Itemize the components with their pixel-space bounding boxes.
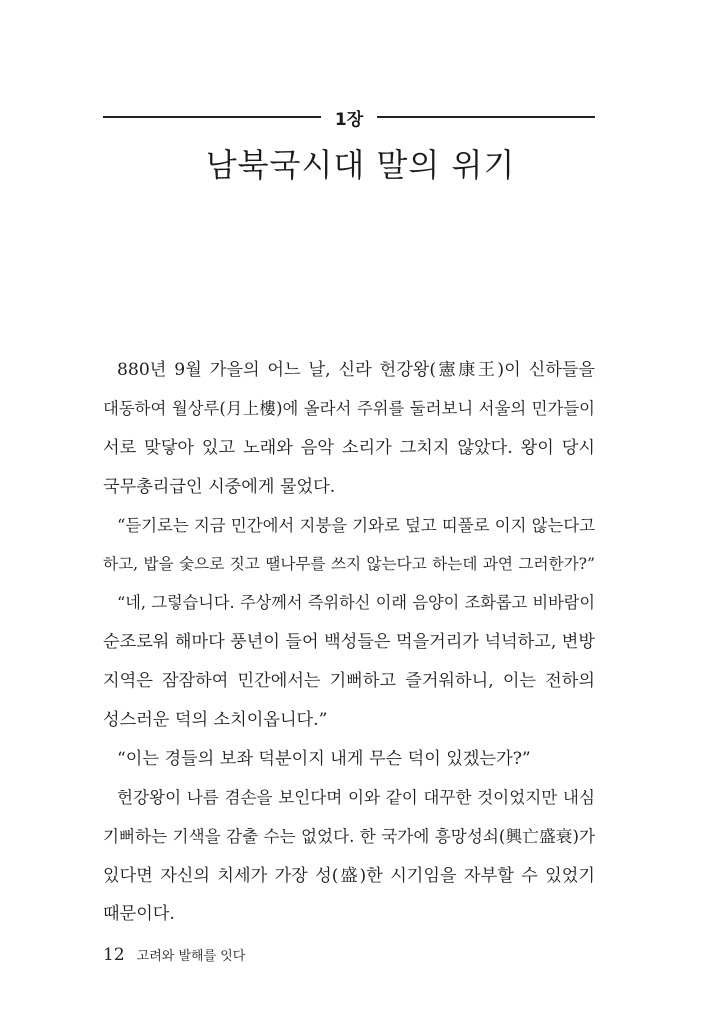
body-line: 하고, 밥을 숯으로 짓고 땔나무를 쓰지 않는다고 하는데 과연 그러한가?” — [103, 555, 595, 574]
body-line: 있다면 자신의 치세가 가장 성(盛)한 시기임을 자부할 수 있었기 — [103, 865, 595, 886]
body-line: 기뻐하는 기색을 감출 수는 없었다. 한 국가에 흥망성쇠(興亡盛衰)가 — [103, 826, 595, 846]
page-footer — [103, 945, 245, 965]
body-line: 성스러운 덕의 소치이옵니다.” — [103, 710, 328, 731]
body-line: 대동하여 월상루(月上樓)에 올라서 주위를 둘러보니 서울의 민가들이 — [103, 398, 595, 418]
body-line: 서로 맞닿아 있고 노래와 음악 소리가 그치지 않았다. 왕이 당시 — [103, 437, 595, 458]
body-line: 880년 9월 가을의 어느 날, 신라 헌강왕(憲康王)이 신하들을 — [117, 360, 595, 380]
page-number: 12 — [103, 945, 125, 965]
chapter-title: 남북국시대 말의 위기 — [205, 146, 516, 184]
body-line: “이는 경들의 보좌 덕분이지 내게 무슨 덕이 있겠는가?” — [117, 748, 531, 769]
body-line: 순조로워 해마다 풍년이 들어 백성들은 먹을거리가 넉넉하고, 변방 — [103, 632, 595, 653]
chapter-rule-right — [377, 116, 595, 118]
chapter-label: 1장 — [334, 109, 364, 130]
body-line: 때문이다. — [103, 904, 175, 925]
chapter-rule-left — [103, 116, 321, 118]
body-line: 헌강왕이 나름 겸손을 보인다며 이와 같이 대꾸한 것이었지만 내심 — [117, 787, 595, 807]
body-text — [103, 351, 595, 934]
running-title: 고려와 발해를 잇다 — [136, 949, 246, 964]
body-line: 지역은 잠잠하여 민간에서는 기뻐하고 즐거워하니, 이는 전하의 — [103, 671, 595, 692]
body-line: 국무총리급인 시중에게 물었다. — [103, 476, 336, 497]
chapter-header — [103, 104, 595, 130]
body-line: “듣기로는 지금 민간에서 지붕을 기와로 덮고 띠풀로 이지 않는다고 — [117, 515, 595, 535]
body-line: “네, 그렇습니다. 주상께서 즉위하신 이래 음양이 조화롭고 비바람이 — [117, 593, 595, 613]
